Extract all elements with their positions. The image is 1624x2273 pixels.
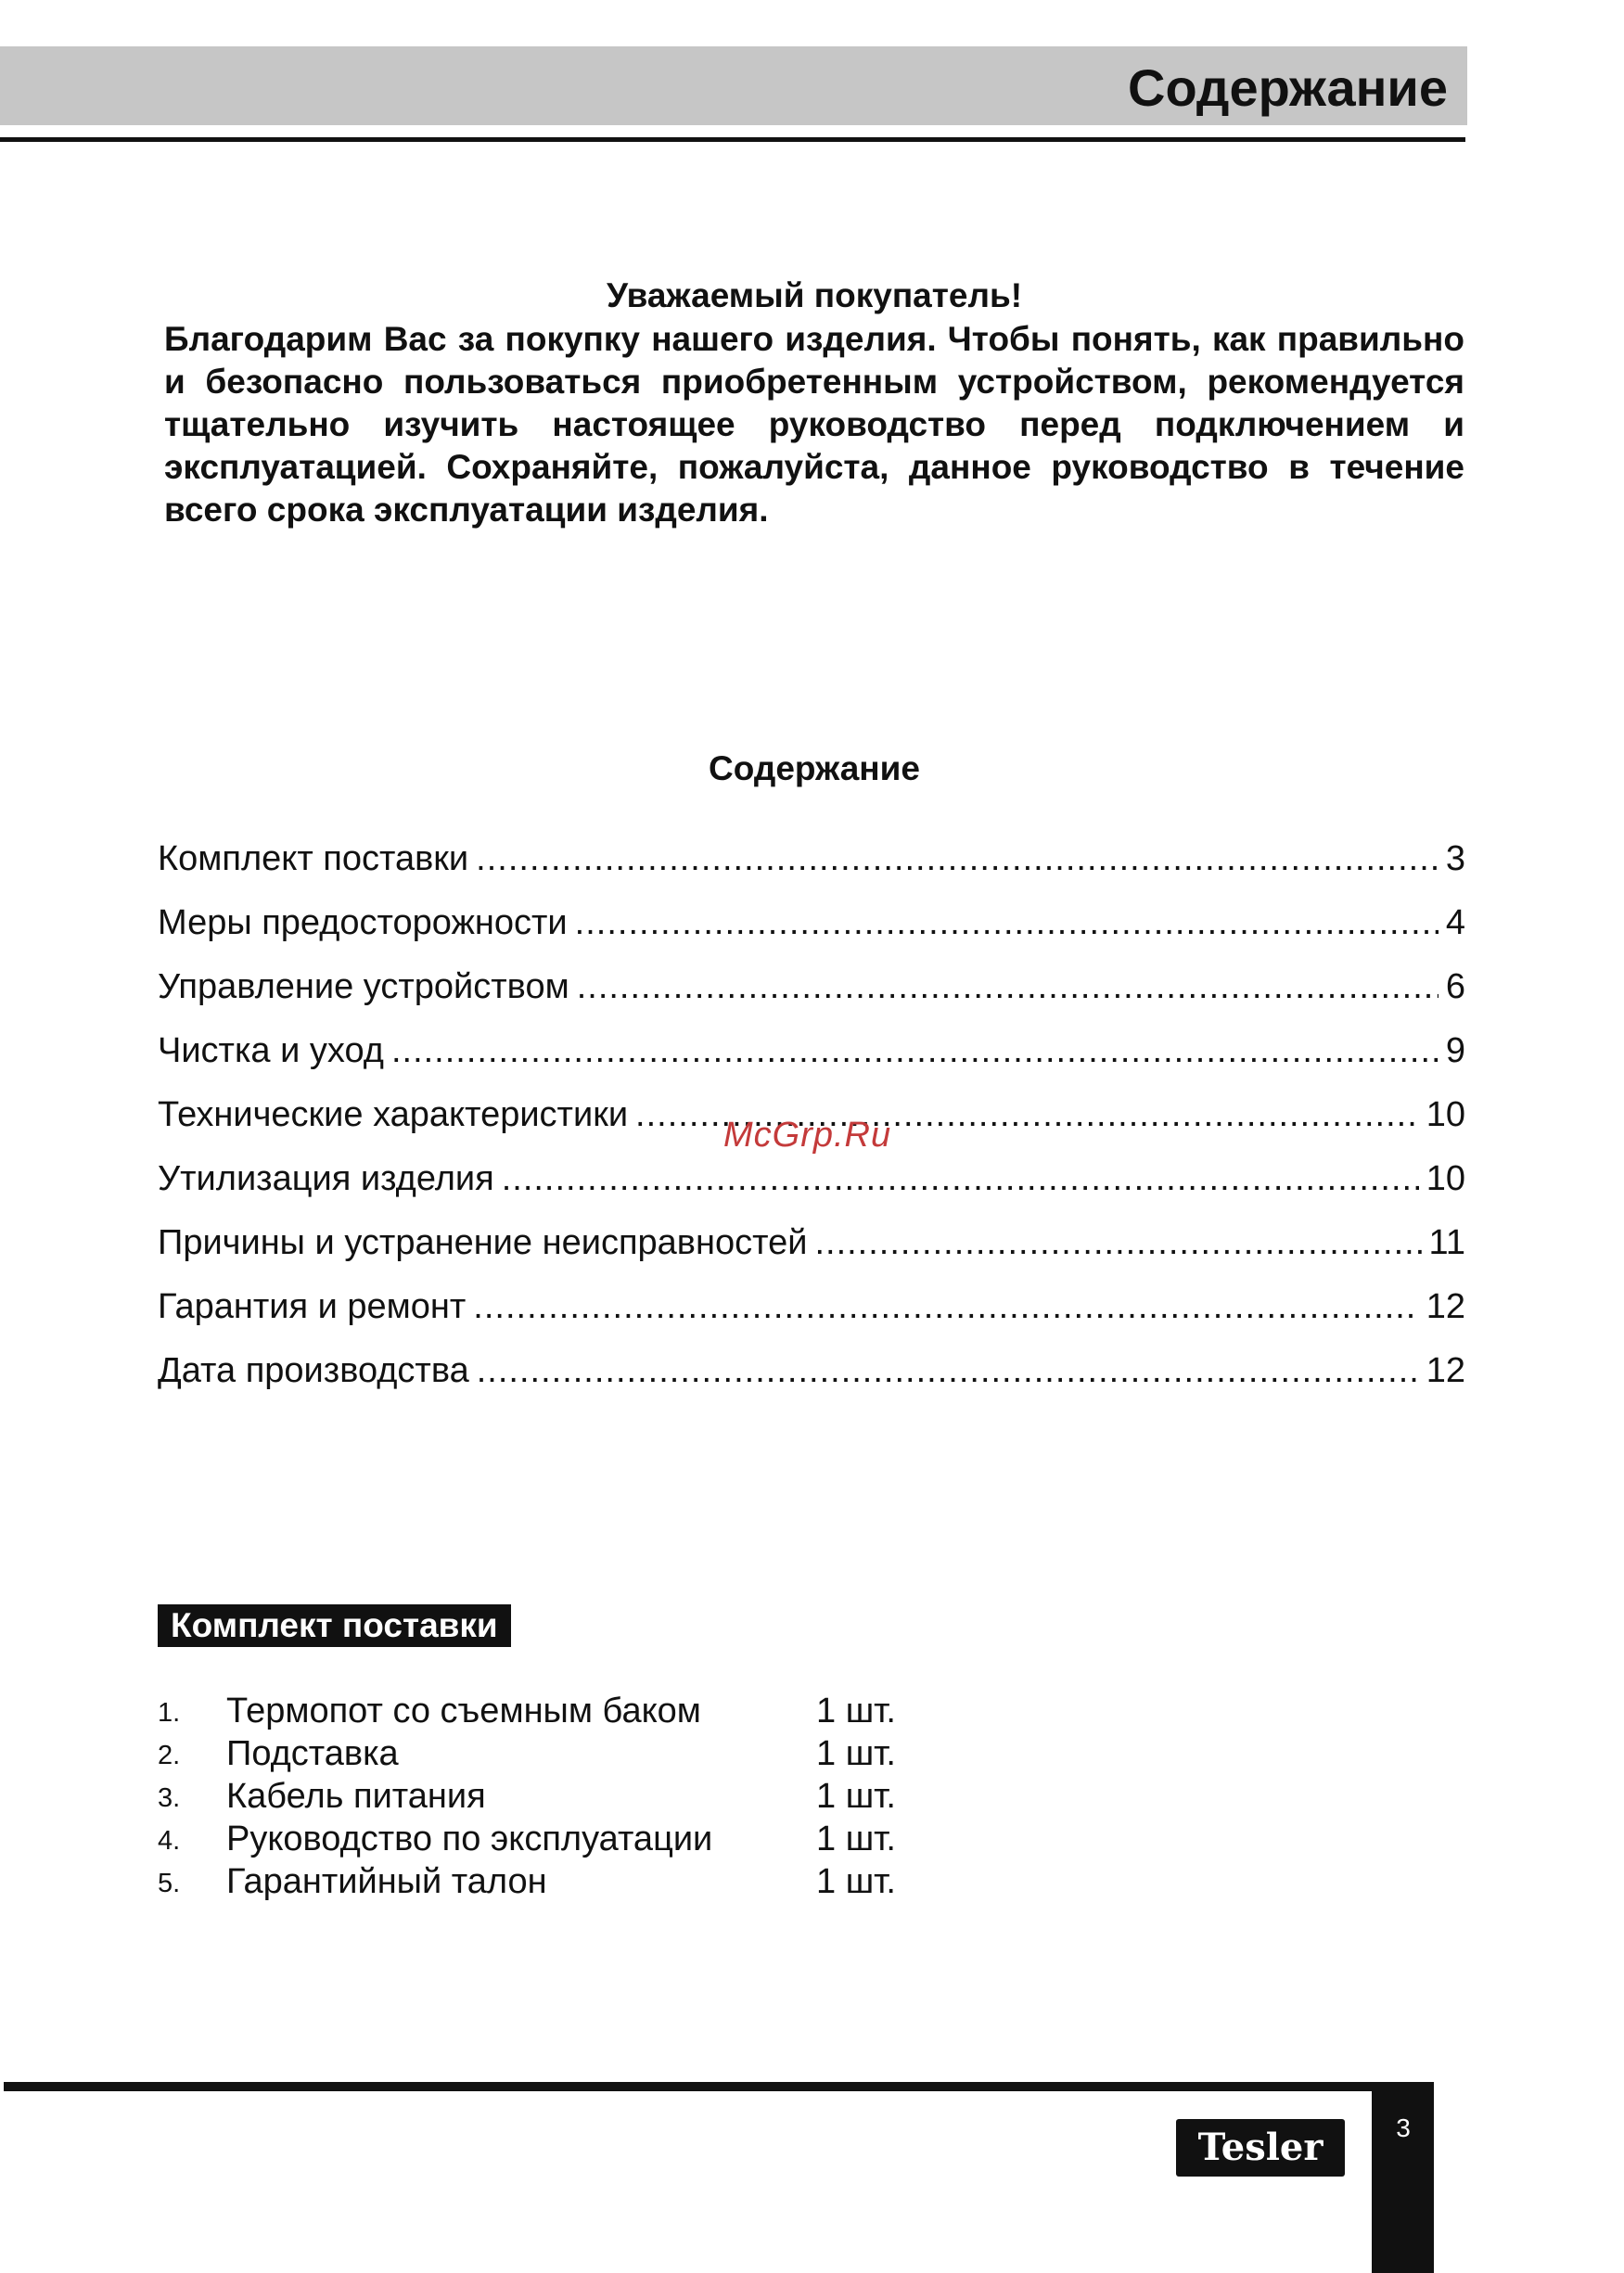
brand-logo: [1176, 2119, 1345, 2177]
toc-item-label: Чистка и уход: [158, 1031, 384, 1070]
list-item-quantity: 1 шт.: [816, 1820, 896, 1858]
watermark: McGrp.Ru: [723, 1116, 892, 1155]
toc-item[interactable]: [158, 835, 1465, 899]
toc-item-label: Утилизация изделия: [158, 1159, 494, 1198]
list-item: [158, 1860, 992, 1903]
greeting-section: [164, 274, 1464, 531]
toc-item-page: 9: [1445, 1031, 1465, 1070]
list-item-quantity: 1 шт.: [816, 1692, 896, 1730]
toc-item-label: Меры предосторожности: [158, 903, 568, 942]
list-item: [158, 1690, 992, 1732]
greeting-title: Уважаемый покупатель!: [606, 276, 1023, 314]
list-item-quantity: 1 шт.: [816, 1734, 896, 1773]
toc-item[interactable]: [158, 963, 1465, 1027]
toc-item-label: Комплект поставки: [158, 839, 469, 878]
footer-page-tab: [1372, 2082, 1434, 2273]
list-item-number: 3.: [158, 1783, 181, 1813]
toc-item-page: 12: [1426, 1287, 1465, 1326]
list-item-name: Руководство по эксплуатации: [226, 1820, 713, 1858]
page-title: Содержание: [1128, 58, 1448, 117]
toc-leader: [476, 835, 1439, 883]
greeting-body: Благодарим Вас за покупку нашего изделия. Чтобы понять, как правильно и безопасно пользоваться приобретенным устройством, рекомендуется тщательно изучить настоящее руководство перед подключением и эксплуатацией. Сохраняйте, пожалуйста, данное руководство в течение всего срока эксплуатации изделия.: [164, 320, 1464, 529]
toc-leader: [814, 1219, 1421, 1267]
list-item-quantity: 1 шт.: [816, 1777, 896, 1816]
toc-item-page: 10: [1426, 1095, 1465, 1134]
toc-item-label: Гарантия и ремонт: [158, 1287, 467, 1326]
toc-item[interactable]: [158, 1283, 1465, 1347]
list-item-number: 4.: [158, 1826, 181, 1856]
toc-leader: [502, 1155, 1419, 1203]
toc-leader: [391, 1027, 1439, 1075]
footer-divider: [4, 2082, 1434, 2091]
list-item: [158, 1732, 992, 1775]
page-number: 3: [1396, 2113, 1411, 2142]
kit-list: [158, 1690, 992, 1903]
list-item: [158, 1818, 992, 1860]
toc-leader: [577, 963, 1439, 1011]
kit-section-heading: Комплект поставки: [158, 1604, 511, 1647]
list-item-name: Гарантийный талон: [226, 1862, 547, 1901]
toc-item-label: Управление устройством: [158, 967, 569, 1006]
toc-leader: [477, 1347, 1419, 1395]
brand-logo-text: Tesler: [1197, 2126, 1323, 2169]
toc-item-label: Технические характеристики: [158, 1095, 629, 1134]
list-item-number: 1.: [158, 1698, 181, 1728]
toc-item-label: Причины и устранение неисправностей: [158, 1223, 808, 1262]
toc-heading: Содержание: [709, 749, 920, 787]
toc-leader: [575, 899, 1439, 947]
header-divider: [0, 137, 1465, 142]
toc-item-page: 10: [1426, 1159, 1465, 1198]
toc-item-page: 12: [1426, 1351, 1465, 1390]
toc-item-page: 4: [1445, 903, 1465, 942]
list-item-name: Термопот со съемным баком: [226, 1692, 701, 1730]
toc-item[interactable]: [158, 1219, 1465, 1283]
toc-item[interactable]: [158, 1347, 1465, 1411]
toc-item-page: 11: [1428, 1223, 1465, 1262]
list-item: [158, 1775, 992, 1818]
list-item-quantity: 1 шт.: [816, 1862, 896, 1901]
list-item-number: 5.: [158, 1869, 181, 1898]
list-item-number: 2.: [158, 1741, 181, 1770]
toc-item[interactable]: [158, 1155, 1465, 1219]
list-item-name: Подставка: [226, 1734, 399, 1773]
toc-item[interactable]: [158, 1027, 1465, 1091]
toc-item[interactable]: [158, 899, 1465, 963]
toc-leader: [473, 1283, 1418, 1331]
toc-item-page: 3: [1445, 839, 1465, 878]
toc-item-label: Дата производства: [158, 1351, 469, 1390]
list-item-name: Кабель питания: [226, 1777, 486, 1816]
toc-item-page: 6: [1445, 967, 1465, 1006]
